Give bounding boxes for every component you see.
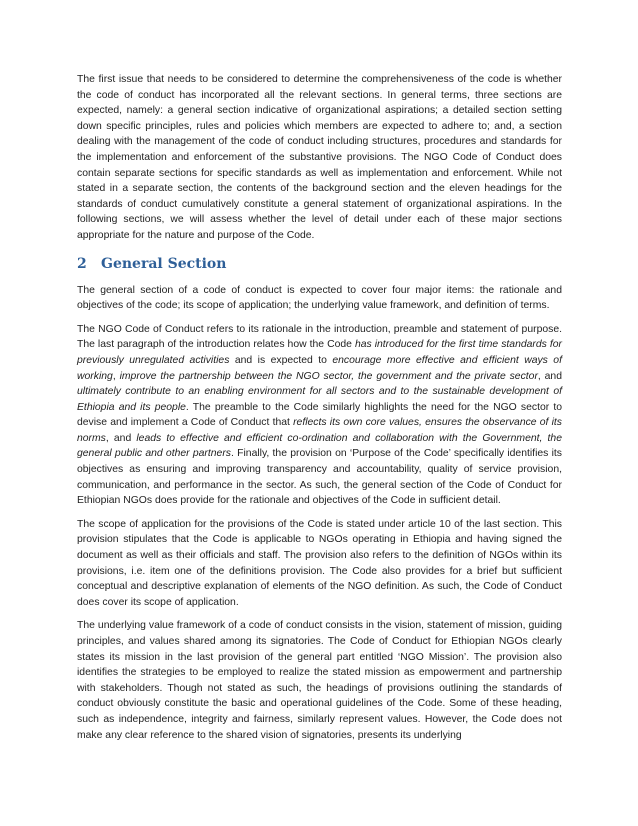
italic-run: leads to effective and efficient co-ordination and collaboration with the Government, the general public and other partners	[77, 432, 562, 460]
italic-run: has introduced for the first time standards for previously unregulated activities	[77, 339, 562, 366]
text-run: and is expected to	[229, 354, 333, 366]
section-title: General Section	[101, 255, 227, 272]
rationale-paragraph	[77, 322, 562, 509]
text-run: The NGO Code of Conduct refers to its rationale in the introduction, preamble and statement of purpose. The last paragraph of the introduction relates how the Code	[77, 323, 562, 351]
italic-run: encourage more effective and efficient ways of working	[77, 354, 562, 382]
text-run: . Finally, the provision on ‘Purpose of the Code’ specifically identifies its objectives as ensuring and improving transparency and accountability, quality of service provision, communication, and performance in the sector. As such, the general section of the Code of Conduct for Ethiopian NGOs does provide for the rationale and objectives of the Code in sufficient detail.	[77, 448, 563, 507]
text-run: , and	[537, 370, 562, 382]
italic-run: ultimately contribute to an enabling environment for all sectors and to the sustainable development of Ethiopia and its people	[77, 386, 562, 413]
section-number: 2	[77, 255, 87, 272]
text-run: , and	[105, 432, 137, 444]
text-run: . The preamble to the Code similarly highlights the need for the NGO sector to devise and implement a Code of Conduct that	[77, 401, 563, 429]
italic-run: improve the partnership between the NGO sector, the government and the private sector	[119, 370, 538, 382]
text-run: ,	[112, 370, 120, 382]
value-framework-paragraph: The underlying value framework of a code of conduct consists in the vision, statement of mission, guiding principles, and values shared among its signatories. The Code of Conduct for Ethiopian NGOs clearly states its mission in the last provision of the general part entitled ‘NGO Mission’. The provision also identifies the strategies to be employed to realize the stated mission as empowerment and partnership with stakeholders. Though not stated as such, the headings of provisions outlining the standards of conduct obviously constitute the basic and operational guidelines of the Code. Some of these heading, such as independence, integrity and fairness, similarly represent values. However, the Code does not make any clear reference to the shared vision of signatories, presents its underlying	[77, 620, 562, 741]
document-page	[77, 72, 562, 751]
scope-paragraph: The scope of application for the provisions of the Code is stated under article 10 of the last section. This provision stipulates that the Code is applicable to NGOs operating in Ethiopia and having signed the document as well as their officials and staff. The provision also refers to the definition of NGOs within its provisions, i.e. item one of the definitions provision. The Code also provides for a brief but sufficient conceptual and descriptive explanation of elements of the NGO definition. As such, the Code of Conduct does cover its scope of application.	[77, 518, 562, 608]
general-section-paragraph: The general section of a code of conduct is expected to cover four major items: the rationale and objectives of the code; its scope of application; the underlying value framework, and definition of terms.	[77, 284, 562, 312]
section-heading	[77, 254, 562, 274]
italic-run: reflects its own core values, ensures the observance of its norms	[77, 417, 563, 444]
intro-paragraph: The first issue that needs to be considered to determine the comprehensiveness of the code is whether the code of conduct has incorporated all the relevant sections. In general terms, three sections are expected, namely: a general section indicative of organizational aspirations; a detailed section setting down specific principles, rules and policies which members are expected to adhere to; and, a section dealing with the management of the code of conduct including structures, procedures and standards for the implementation and enforcement of the substantive provisions. The NGO Code of Conduct does contain separate sections for specific standards as well as implementation and enforcement. While not stated in a separate section, the contents of the background section and the eleven headings for the standards of conduct cumulatively constitute a general statement of organizational aspirations. In the following sections, we will assess whether the level of detail under each of these major sections appropriate for the nature and purpose of the Code.	[77, 74, 562, 241]
